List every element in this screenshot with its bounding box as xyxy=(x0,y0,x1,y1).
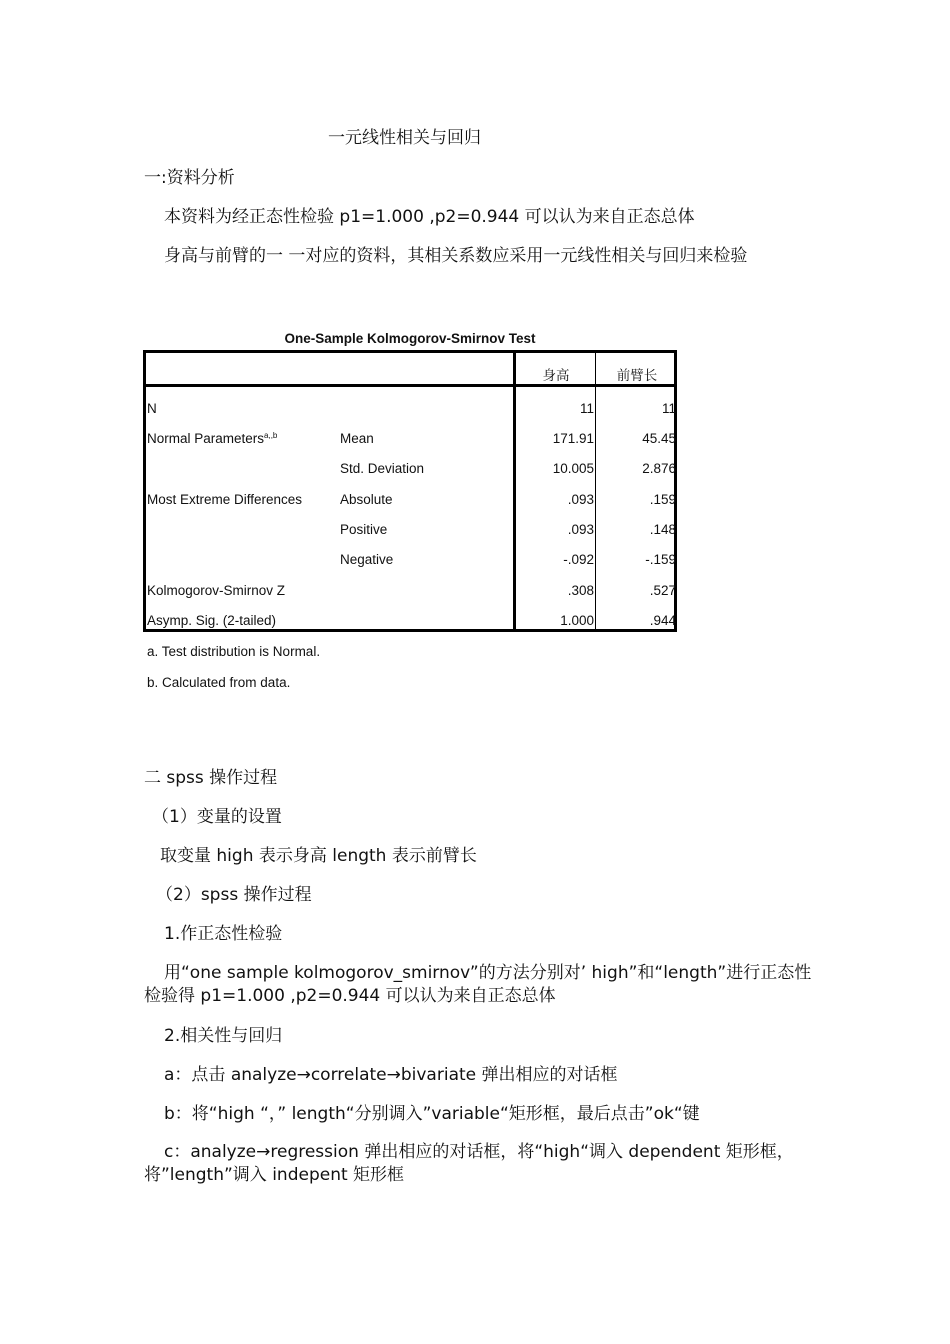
row-sublabel: Std. Deviation xyxy=(340,461,425,476)
step-b: b：将“high “，” length“分别调入”variable“矩形框，最后点击”ok“键 xyxy=(164,1104,700,1124)
cell-height: 10.005 xyxy=(552,461,594,476)
row-label-text: N xyxy=(147,401,157,416)
ks-table xyxy=(143,350,677,632)
row-sublabel: Absolute xyxy=(340,492,393,507)
col-header-height: 身高 xyxy=(542,368,570,383)
cell-forearm: -.159 xyxy=(645,552,676,567)
step2-heading: 2.相关性与回归 xyxy=(164,1026,283,1046)
sub1-text: 取变量 high 表示身高 length 表示前臂长 xyxy=(160,846,477,866)
section1-heading: 一:资料分析 xyxy=(144,168,235,188)
table-note-a: a. Test distribution is Normal. xyxy=(147,644,321,659)
sub1-heading: （1）变量的设置 xyxy=(152,807,282,827)
cell-height: .308 xyxy=(567,583,594,598)
row-label xyxy=(147,613,276,628)
cell-forearm: 45.45 xyxy=(642,431,676,446)
cell-height: 1.000 xyxy=(560,613,594,628)
step-c: c：analyze→regression 弹出相应的对话框，将“high“调入 dependent 矩形框，将”length”调入 indepent 矩形框 xyxy=(144,1142,794,1185)
sub2-heading: （2）spss 操作过程 xyxy=(156,885,312,905)
cell-forearm: 11 xyxy=(661,401,676,416)
cell-height: 11 xyxy=(579,401,594,416)
section2-heading: 二 spss 操作过程 xyxy=(144,768,278,788)
cell-forearm: .944 xyxy=(649,613,676,628)
step1-heading: 1.作正态性检验 xyxy=(164,924,283,944)
step-a: a：点击 analyze→correlate→bivariate 弹出相应的对话框 xyxy=(164,1065,618,1085)
table-note-b: b. Calculated from data. xyxy=(147,675,291,690)
section1-paragraph-2: 身高与前臂的一 一对应的资料，其相关系数应采用一元线性相关与回归来检验 xyxy=(164,246,748,266)
row-label-text: Asymp. Sig. (2-tailed) xyxy=(147,613,277,628)
table-divider-thin xyxy=(595,353,596,629)
cell-height: -.092 xyxy=(563,552,594,567)
row-label-text: Normal Parameters xyxy=(147,431,265,446)
row-label xyxy=(147,431,277,446)
cell-height: .093 xyxy=(567,492,594,507)
cell-forearm: .159 xyxy=(649,492,676,507)
row-label xyxy=(147,583,285,598)
ks-table-title: One-Sample Kolmogorov-Smirnov Test xyxy=(284,331,536,346)
cell-forearm: .527 xyxy=(649,583,676,598)
row-label xyxy=(147,492,302,507)
row-sublabel: Negative xyxy=(340,552,394,567)
table-divider-thick xyxy=(513,353,516,629)
footnote-marker: a,,b xyxy=(264,431,278,440)
cell-height: 171.91 xyxy=(552,431,594,446)
step1-text: 用“one sample kolmogorov_smirnov”的方法分别对’ high”和“length”进行正态性检验得 p1=1.000 ,p2=0.944 可以认为来自正态总体 xyxy=(144,963,812,1006)
row-label xyxy=(147,401,157,416)
section1-paragraph-1: 本资料为经正态性检验 p1=1.000 ,p2=0.944 可以认为来自正态总体 xyxy=(164,207,695,227)
row-sublabel: Positive xyxy=(340,522,388,537)
doc-title: 一元线性相关与回归 xyxy=(328,128,481,148)
cell-forearm: .148 xyxy=(649,522,676,537)
row-sublabel: Mean xyxy=(340,431,374,446)
cell-height: .093 xyxy=(567,522,594,537)
row-label-text: Most Extreme Differences xyxy=(147,492,303,507)
table-header-rule xyxy=(146,384,674,387)
col-header-forearm: 前臂长 xyxy=(616,368,658,383)
cell-forearm: 2.876 xyxy=(642,461,676,476)
row-label-text: Kolmogorov-Smirnov Z xyxy=(147,583,286,598)
